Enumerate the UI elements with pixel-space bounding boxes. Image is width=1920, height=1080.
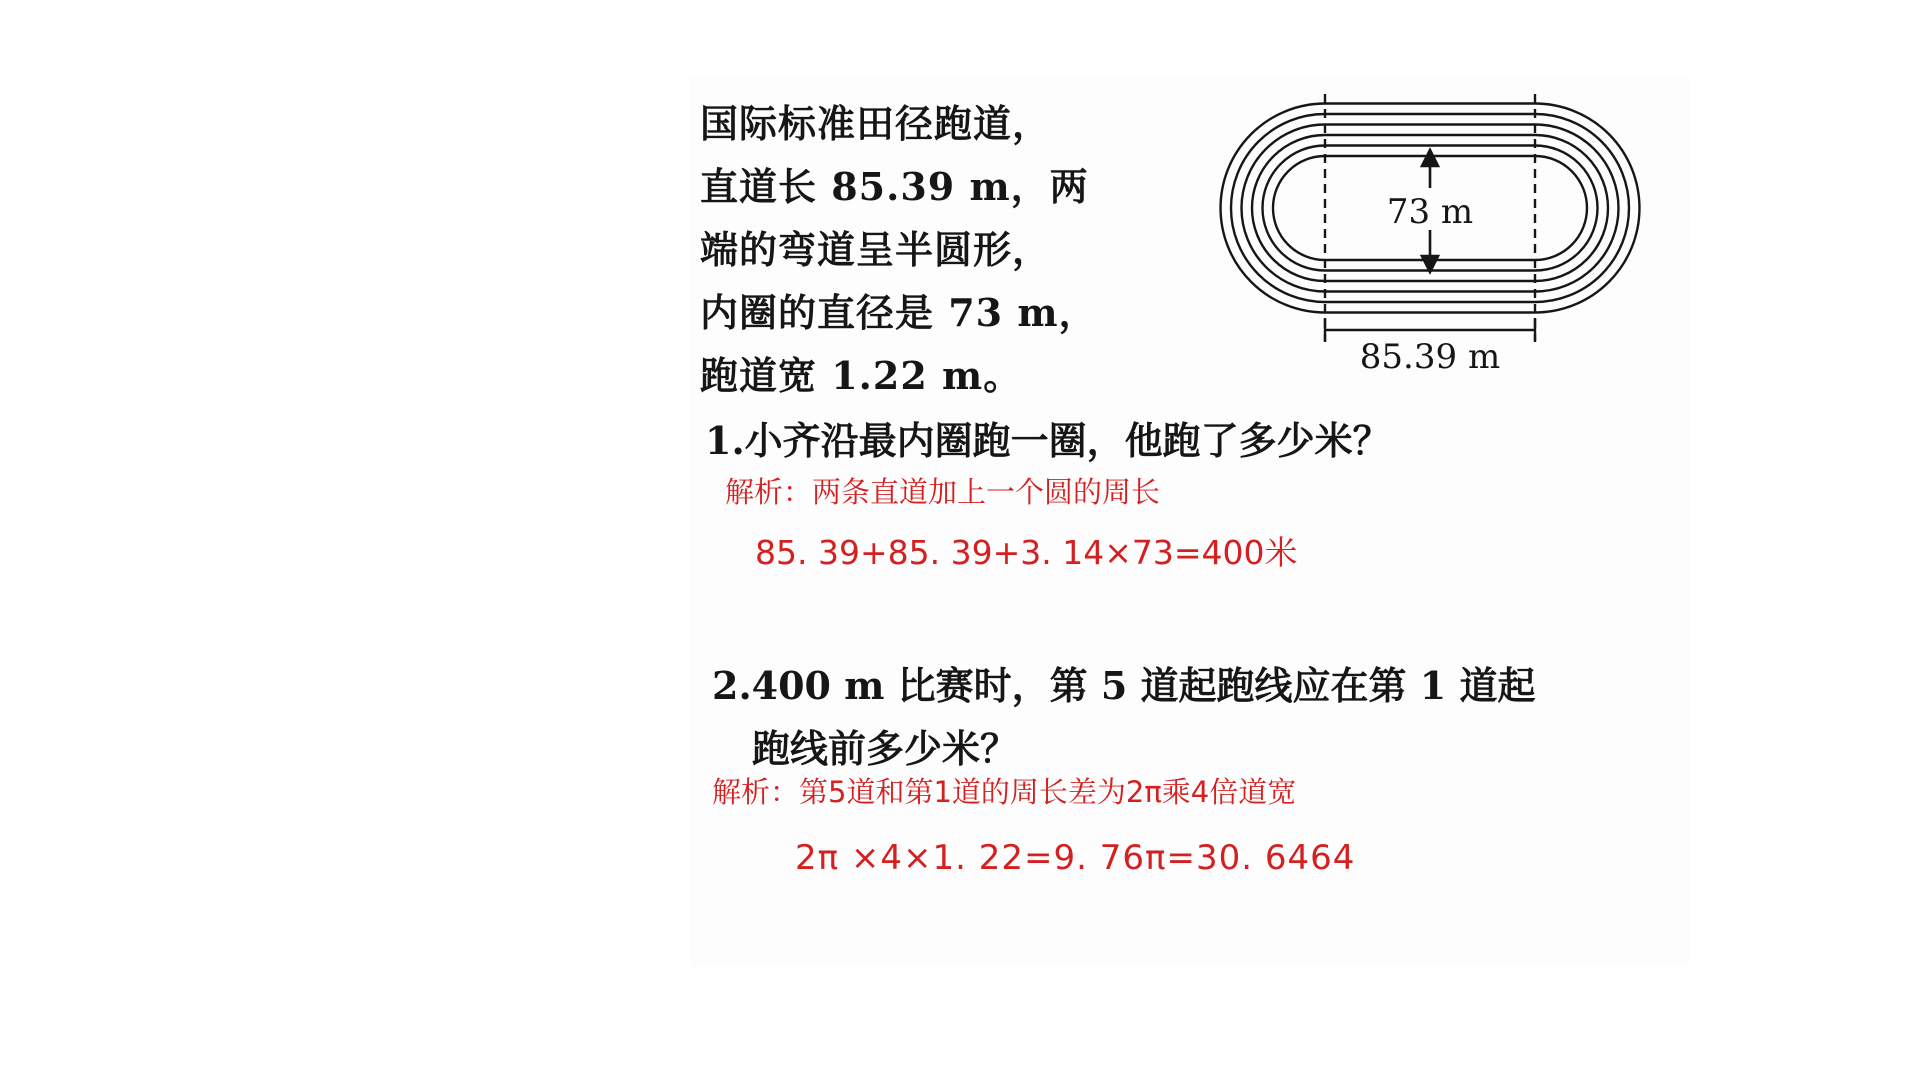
problem-line: 端的弯道呈半圆形，: [700, 227, 1052, 272]
calculation-1: 85. 39+85. 39+3. 14×73=400米: [755, 533, 1298, 572]
question-1: 1.小齐沿最内圈跑一圈，他跑了多少米？: [705, 418, 1391, 463]
straight-length-label: 85.39 m: [1359, 337, 1501, 377]
problem-line: 跑道宽 1.22 m。: [700, 353, 1023, 398]
arrow-up-icon: [1422, 150, 1438, 166]
problem-line: 内圈的直径是 73 m，: [700, 290, 1098, 335]
question-2-line-1: 2.400 m 比赛时，第 5 道起跑线应在第 1 道起: [712, 663, 1536, 708]
track-diagram: [1170, 86, 1670, 386]
problem-line: 国际标准田径跑道，: [700, 101, 1052, 146]
problem-statement: [700, 92, 1160, 407]
problem-line: 直道长 85.39 m，两: [700, 164, 1089, 209]
analysis-1: 解析：两条直道加上一个圆的周长: [725, 475, 1161, 509]
inner-diameter-label: 73 m: [1386, 192, 1474, 232]
calculation-2: 2π ×4×1. 22=9. 76π=30. 6464: [795, 838, 1356, 878]
analysis-2: 解析：第5道和第1道的周长差为2π乘4倍道宽: [712, 775, 1297, 809]
question-2-line-2: 跑线前多少米？: [752, 726, 1019, 771]
